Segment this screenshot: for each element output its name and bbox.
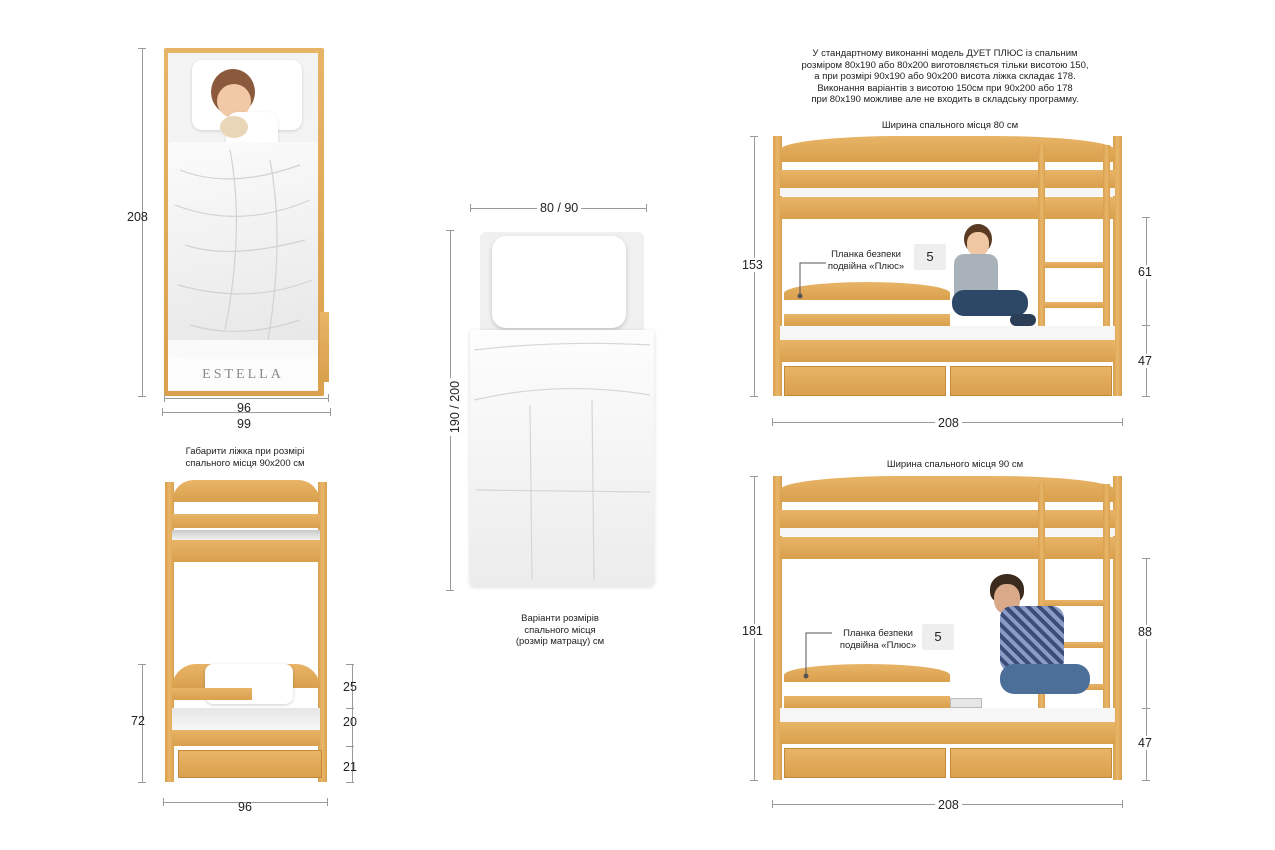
dim-tick — [750, 476, 758, 477]
mattress-caption-line: (розмір матрацу) см — [515, 636, 605, 647]
side-caption-line: Габарити ліжка при розмірі — [185, 446, 305, 457]
dim-height-label: 190 / 200 — [448, 378, 462, 436]
bed80-title: Ширина спального місця 80 см — [881, 120, 1019, 131]
dim-tick — [1142, 558, 1150, 559]
note-line: а при розмірі 90х190 або 90х200 висота ліжка складає 178. — [814, 71, 1076, 82]
note-line: У стандартному виконанні модель ДУЕТ ПЛЮС із спальним — [812, 48, 1078, 59]
dim-seg-bot-label: 21 — [343, 760, 357, 774]
dim-lower-label: 47 — [1138, 354, 1152, 368]
dim-tick — [1122, 800, 1123, 808]
side-caption-line: спального місця 90х200 см — [185, 457, 305, 469]
dim-height-label: 72 — [131, 714, 145, 728]
plank-callout-line: Планка безпеки — [831, 249, 901, 260]
note-line: розміром 80х190 або 80х200 виготовляється тільки висотою 150, — [801, 59, 1089, 71]
mattress-caption-line: спального місця — [524, 624, 596, 636]
dim-upper-label: 61 — [1138, 265, 1152, 279]
plank-callout-line: подвійна «Плюс» — [839, 639, 917, 651]
plank-badge: 5 — [914, 244, 946, 270]
note-line: при 80х190 можливе але не входить в складську программу. — [811, 94, 1079, 105]
mattress-caption-line: Варіанти розмірів — [521, 613, 599, 624]
dim-width-label: 96 — [238, 800, 252, 814]
brand-logo: ESTELLA — [202, 367, 284, 382]
dim-upper-label: 88 — [1138, 625, 1152, 639]
dim-seg-mid-label: 20 — [343, 715, 357, 729]
bed90-title: Ширина спального місця 90 см — [886, 459, 1024, 470]
dim-tick — [750, 780, 758, 781]
plank-callout-line: подвійна «Плюс» — [827, 260, 905, 272]
dim-lower-label: 47 — [1138, 736, 1152, 750]
dim-width-label: 208 — [935, 416, 962, 430]
dim-inner-width-label: 96 — [237, 401, 251, 415]
plank-badge: 5 — [922, 624, 954, 650]
dim-outer-width-label: 99 — [237, 417, 251, 431]
dim-height-label: 181 — [742, 624, 763, 638]
dim-width-label: 208 — [935, 798, 962, 812]
dim-seg-top-label: 25 — [343, 680, 357, 694]
dim-tick — [772, 800, 773, 808]
plank-callout-line: Планка безпеки — [843, 628, 913, 639]
dim-height-label: 153 — [742, 258, 763, 272]
dim-height-label: 208 — [127, 210, 148, 224]
note-line: Виконання варіантів з висотою 150см при 90х200 або 178 — [817, 82, 1073, 94]
dim-tick — [1142, 780, 1150, 781]
dim-width-label: 80 / 90 — [537, 201, 581, 215]
